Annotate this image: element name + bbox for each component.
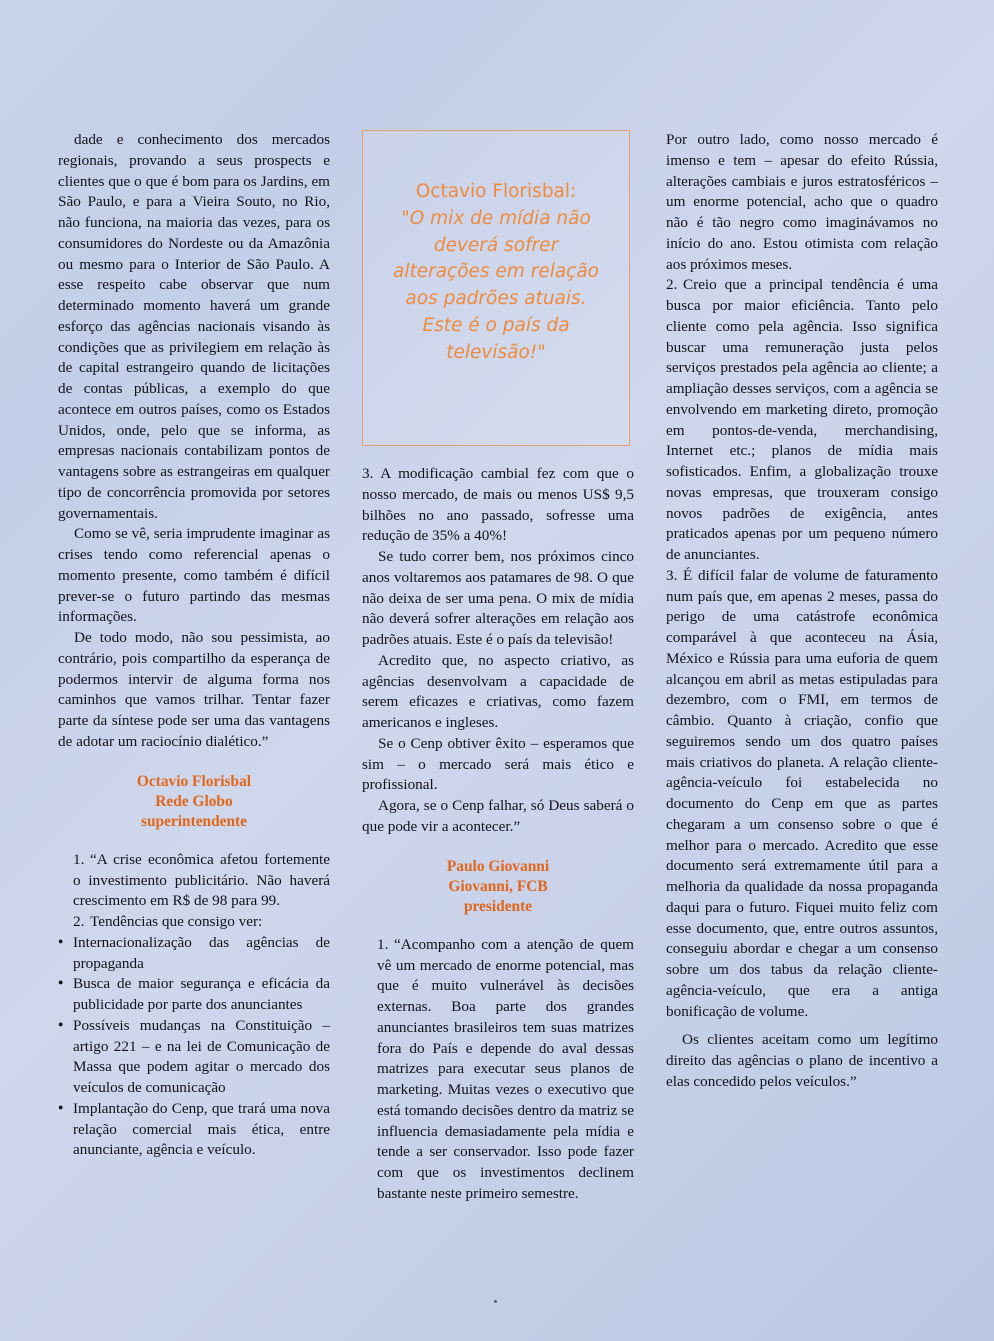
paragraph: Agora, se o Cenp falhar, só Deus saberá o que pode vir a acontecer.” [362,797,634,835]
answer-list-left [58,850,330,1161]
list-item [58,850,330,912]
column-left [58,130,330,1265]
list-item [666,275,938,566]
page-marker-dot [494,1300,497,1303]
paragraph: Os clientes aceitam como um legítimo direito das agências o plano de incentivo a elas concedido pelos veículos.” [666,1031,938,1090]
byline-octavio-florisbal [58,772,330,833]
list-item [666,566,938,1023]
item-text: É difícil falar de volume de faturamento num país que, em apenas 2 meses, passa do perigo de uma catástrofe econômica comparável à que aconteceu na Ásia, México e Rússia para uma euforia de quem alcançou em abril as metas estipuladas para dezembro, com o FMI, em termos de câmbio. Quanto à criação, confio que seguiremos sendo um dos quatro países mais criativos do planeta. A relação cliente-agência-veículo foi estabelecida no documento do Cenp em que as partes chegaram a um consenso sobre o que é melhor para o mercado. Acredito que esse documento será extremamente útil para a melhoria da qualidade da nossa propaganda daqui para o futuro. Fiquei muito feliz com esse documento, que, entre outros assuntos, conseguiu abordar e chegar a um consenso sobre um dos tabus da relação cliente-agência-veículo, que era a antiga bonificação de volume. [666,566,938,1020]
byline-company: Rede Globo [155,792,233,810]
paragraph: dade e conhecimento dos mercados regionais, provando a seus prospects e clientes que o que é bom para os Jardins, em São Paulo, e para a Vieira Souto, no Rio, não funciona, na maioria das vezes, para os consumidores do Nordeste ou da Amazônia ou mesmo para o Interior de São Paulo. A esse respeito cabe observar que num determinado momento haverá um grande esforço das agências nacionais visando às condições que as privilegiem em relação às de capital estrangeiro quando de licitações de contas públicas, a exemplo do que acontece em outros países, como os Estados Unidos, onde, pelo que se informa, as empresas nacionais contabilizam pontos de vantagens sobre as estrangeiras em qualquer tipo de concorrência promovida por setores governamentais. [58,131,330,522]
pull-quote-text: "O mix de mídia não deverá sofrer alterações em relação aos padrões atuais. Este é o país da televisão!" [392,207,600,363]
item-number: 1. [377,935,389,953]
item-text: “A crise econômica afetou fortemente o investimento publicitário. Não haverá crescimento em R$ de 98 para 99. [73,850,330,910]
pull-quote-speaker: Octavio Florisbal: [415,181,577,202]
list-item [58,912,330,933]
item-text: Internacionalização das agências de propaganda [73,933,330,972]
item-text: Possíveis mudanças na Constituição – artigo 221 – e na lei de Comunicação de Massa que podem agitar o mercado dos veículos de comunicação [73,1016,330,1097]
item-text: Busca de maior segurança e eficácia da publicidade por parte dos anunciantes [73,975,330,1014]
byline-name: Paulo Giovanni [446,857,550,875]
item-number: 2. [666,276,678,294]
paragraph: Se o Cenp obtiver êxito – esperamos que sim – o mercado será mais ético e profissional. [362,734,634,794]
item-number: 1. [73,850,85,868]
list-item [58,1099,330,1161]
paragraph: Como se vê, seria imprudente imaginar as crises tendo como referencial apenas o momento presente, como também é difícil prever-se o futuro partindo das mesmas informações. [58,525,330,626]
byline-paulo-giovanni [362,857,634,918]
byline-role: presidente [463,898,533,916]
item-text: Implantação do Cenp, que trará uma nova relação comercial mais ética, entre anunciante, agência e veículo. [73,1099,330,1159]
column-right [666,130,938,1265]
paragraph: Por outro lado, como nosso mercado é imenso e tem – apesar do efeito Rússia, alterações cambiais e juros estratosféricos – um enorme potencial, acho que o quadro não é tão negro como imaginávamos no início do ano. Estou otimista com relação aos próximos meses. [666,131,938,273]
answer-list-center [362,935,634,1205]
paragraph: 3. A modificação cambial fez com que o nosso mercado, de mais ou menos US$ 9,5 bilhões no ano passado, sofresse uma redução de 35% a 40%! [362,465,634,545]
item-text: Creio que a principal tendência é uma busca por maior eficiência. Tanto pelo cliente como pela agência. Isso significa buscar uma remuneração justa pelos serviços prestados pela agência ao cliente; a ampliação desses serviços, com a agência se envolvendo em marketing direto, promoção em pontos-de-venda, merchandising, Internet etc.; planos de mídia mais sofisticados. Enfim, a globalização trouxe novas empresas, que trouxeram consigo novos padrões de exigência, antes praticados apenas por um pequeno número de anunciantes. [666,276,938,563]
item-text: “Acompanho com a atenção de quem vê um mercado de enorme potencial, mas que é muito vulnerável às decisões externas. Boa parte dos grandes anunciantes brasileiros tem suas matrizes fora do País e depende do aval dessas matrizes para executar seus planos de marketing. Muitas vezes o executivo que está tomando decisões dentro da matriz se influencia demasiadamente pela mídia e tende a ser conservador. Isso pode fazer com que os investimentos declinem bastante neste primeiro semestre. [377,935,634,1202]
item-text: Tendências que consigo ver: [90,913,263,931]
byline-name: Octavio Florisbal [136,772,252,790]
paragraph: Se tudo correr bem, nos próximos cinco anos voltaremos aos patamares de 98. O que não deixa de ser uma pena. O mix de mídia não deverá sofrer alterações em relação aos padrões atuais. Este é o país da televisão! [362,548,634,648]
paragraph: Acredito que, no aspecto criativo, as agências desenvolvam a capacidade de serem eficazes e criativas, como fazem americanos e ingleses. [362,651,634,731]
byline-role: superintendente [140,813,248,831]
item-number: 3. [666,566,678,584]
article-columns [58,130,938,1265]
list-item [58,974,330,1016]
list-item [362,935,634,1205]
pull-quote-box [362,130,630,446]
paragraph: De todo modo, não sou pessimista, ao contrário, pois compartilho da esperança de podermos intervir de alguma forma nos caminhos que vamos trilhar. Tentar fazer parte da síntese pode ser uma das vantagens de adotar um raciocínio dialético.” [58,629,330,750]
list-item [58,933,330,975]
item-number: 2. [73,913,85,931]
byline-company: Giovanni, FCB [448,877,548,895]
list-item [58,1016,330,1099]
